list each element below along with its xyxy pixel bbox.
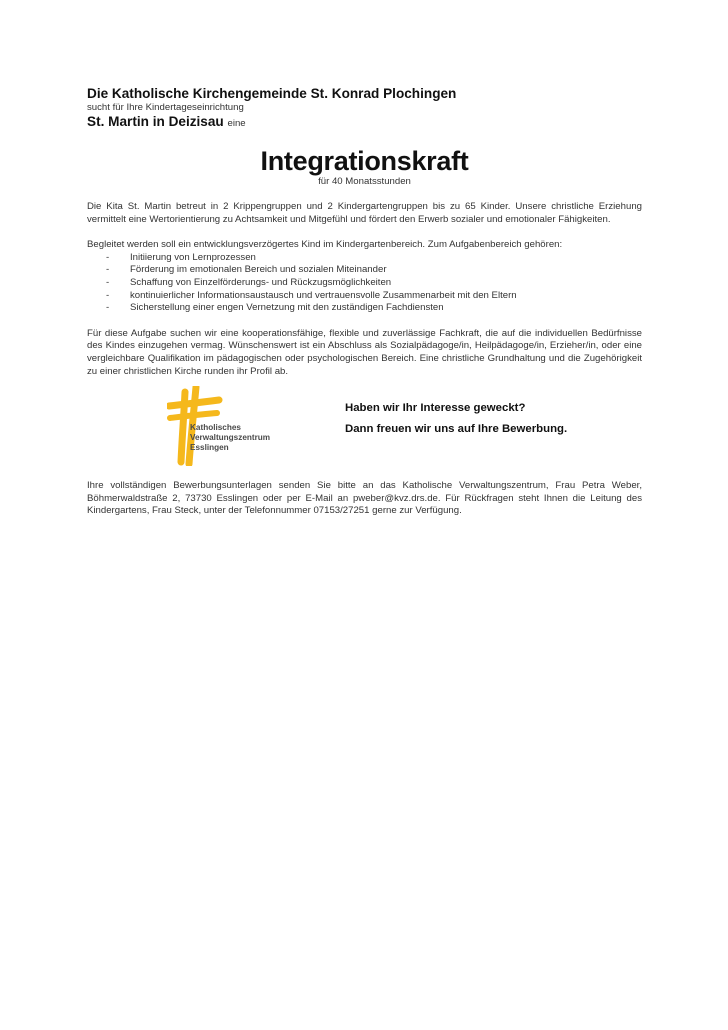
place-suffix: eine (227, 118, 246, 129)
task-text: Schaffung von Einzelförderungs- und Rückzugsmöglichkeiten (130, 276, 392, 288)
logo-line: Katholisches (190, 423, 241, 433)
list-item (87, 290, 642, 303)
tasks-intro-paragraph: Begleitet werden soll ein entwicklungsverzögertes Kind im Kindergartenbereich. Zum Aufgabenbereich gehören: (87, 239, 563, 251)
job-title: Integrationskraft (260, 146, 469, 176)
task-list (87, 252, 642, 315)
organization-title: Die Katholische Kirchengemeinde St. Konrad Plochingen (87, 86, 457, 101)
place-name: St. Martin in Deizisau (87, 114, 224, 129)
logo-text (190, 423, 270, 453)
logo-and-cta-row (87, 386, 642, 470)
task-text: Initiierung von Lernprozessen (130, 251, 256, 263)
subline: sucht für Ihre Kindertageseinrichtung (87, 102, 244, 113)
requirements-paragraph: Für diese Aufgabe suchen wir eine kooperationsfähige, flexible und zuverlässige Fachkraft, die auf die individuellen Bedürfnisse des Kindes einzugehen vermag. Wünschenswert ist ein Abschluss als Sozialpädagoge/in, Heilpädagoge/in, Erzieher/in, oder eine vergleichbare Qualifikation im pädagogischen oder psychologischen Bereich. Eine christliche Grundhaltung und die Zugehörigkeit zu einer christlichen Kirche runden ihr Profil ab. (87, 327, 642, 377)
task-text: kontinuierlicher Informationsaustausch und vertrauensvolle Zusammenarbeit mit den Eltern (130, 289, 517, 301)
call-to-action (345, 398, 567, 440)
logo-line: Verwaltungszentrum (190, 433, 271, 443)
contact-paragraph: Ihre vollständigen Bewerbungsunterlagen senden Sie bitte an das Katholische Verwaltungszentrum, Frau Petra Weber, Böhmerwaldstraße 2, 73730 Esslingen oder per E-Mail an pweber@kvz.drs.de. Für Rückfragen steht Ihnen die Leitung des Kindergartens, Frau Steck, unter der Telefonnummer 07153/27251 gerne zur Verfügung. (87, 480, 642, 517)
list-item (87, 252, 642, 265)
bullet-dash: - (106, 276, 110, 288)
list-item (87, 264, 642, 277)
job-advertisement (87, 86, 642, 518)
job-hours: für 40 Monatsstunden (318, 176, 411, 187)
task-text: Sicherstellung einer engen Vernetzung mit den zuständigen Fachdiensten (130, 302, 444, 314)
bullet-dash: - (106, 302, 110, 314)
list-item (87, 277, 642, 290)
intro-paragraph: Die Kita St. Martin betreut in 2 Krippengruppen und 2 Kindergartengruppen bis zu 65 Kinder. Unsere christliche Erziehung vermittelt eine Wertorientierung zu Achtsamkeit und Mitgefühl und fördert den Erwerb sozialer und emotionaler Fähigkeiten. (87, 201, 642, 225)
task-text: Förderung im emotionalen Bereich und sozialen Miteinander (130, 264, 387, 276)
cta-line-application: Dann freuen wir uns auf Ihre Bewerbung. (345, 423, 568, 436)
logo-line: Esslingen (190, 443, 229, 453)
place-line (87, 114, 642, 132)
bullet-dash: - (106, 251, 110, 263)
cta-line-interest: Haben wir Ihr Interesse geweckt? (345, 402, 526, 415)
bullet-dash: - (106, 264, 110, 276)
bullet-dash: - (106, 289, 110, 301)
kvz-logo (167, 386, 297, 466)
list-item (87, 302, 642, 315)
